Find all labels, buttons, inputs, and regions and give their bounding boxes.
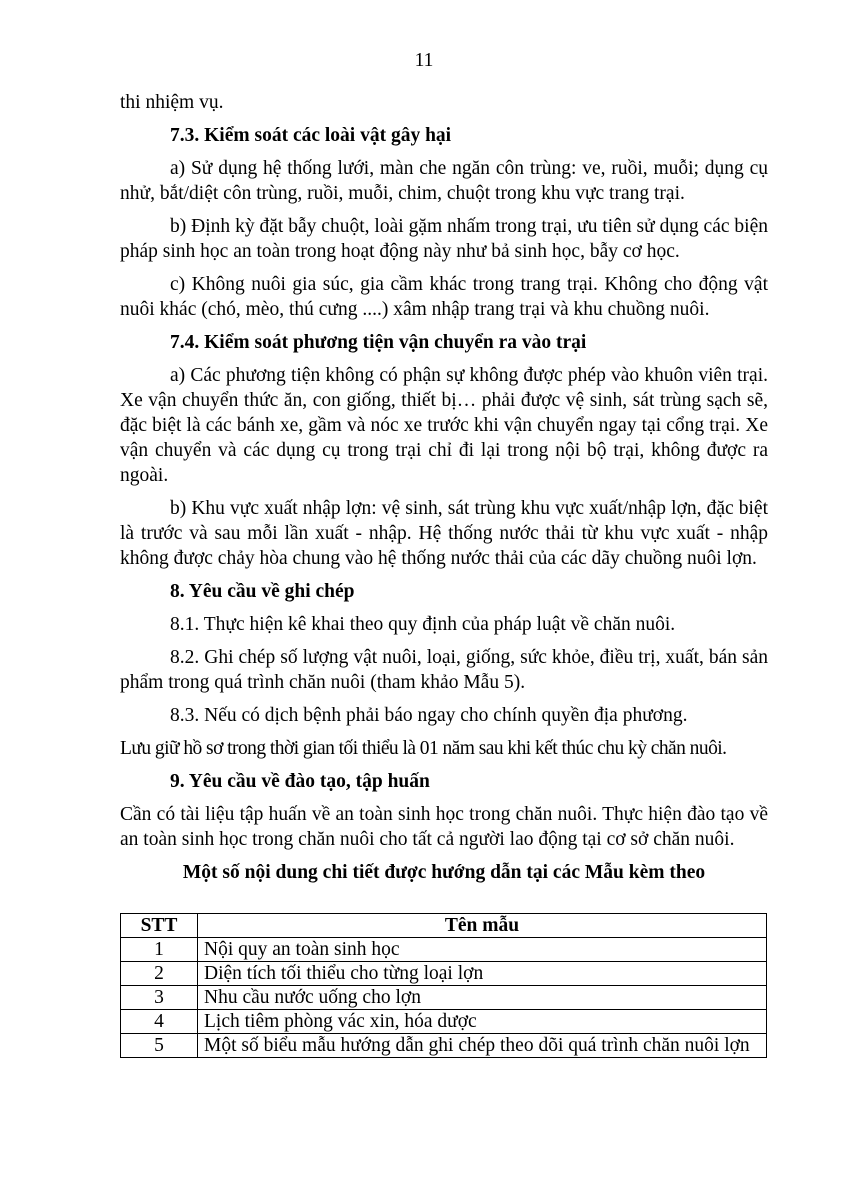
column-header-template-name: Tên mẫu [198, 914, 767, 938]
document-body [120, 90, 768, 1058]
row-number: 4 [121, 1010, 198, 1034]
template-name: Diện tích tối thiểu cho từng loại lợn [198, 962, 767, 986]
paragraph-8-1: 8.1. Thực hiện kê khai theo quy định của pháp luật về chăn nuôi. [170, 614, 676, 635]
paragraph-7-4-b: b) Khu vực xuất nhập lợn: vệ sinh, sát trùng khu vực xuất/nhập lợn, đặc biệt là trước và sau mỗi lần xuất - nhập. Hệ thống nước thải từ khu vực xuất - nhập không được chảy hòa chung vào hệ thống nước thải của các dãy chuồng nuôi lợn. [120, 498, 768, 569]
paragraph-7-4-a: a) Các phương tiện không có phận sự không được phép vào khuôn viên trại. Xe vận chuyển thức ăn, con giống, thiết bị… phải được vệ sinh, sát trùng sạch sẽ, đặc biệt là các bánh xe, gầm và nóc xe trước khi vận chuyển ngay tại cổng trại. Xe vận chuyển và các dụng cụ trong trại chỉ đi lại trong nội bộ trại, không được ra ngoài. [120, 365, 768, 486]
column-header-stt: STT [121, 914, 198, 938]
table-row [121, 962, 767, 986]
paragraph-record-retention: Lưu giữ hồ sơ trong thời gian tối thiểu là 01 năm sau khi kết thúc chu kỳ chăn nuôi. [120, 738, 727, 759]
section-heading-7-4: 7.4. Kiểm soát phương tiện vận chuyển ra vào trại [170, 332, 587, 353]
table-header-row [121, 914, 767, 938]
table-row [121, 986, 767, 1010]
paragraph-7-3-c: c) Không nuôi gia súc, gia cầm khác trong trang trại. Không cho động vật nuôi khác (chó, mèo, thú cưng ....) xâm nhập trang trại và khu chuồng nuôi. [120, 274, 768, 320]
template-name: Lịch tiêm phòng vác xin, hóa dược [198, 1010, 767, 1034]
paragraph-7-3-a: a) Sử dụng hệ thống lưới, màn che ngăn côn trùng: ve, ruồi, muỗi; dụng cụ nhử, bắt/diệt côn trùng, ruồi, muỗi, chim, chuột trong khu vực trang trại. [120, 158, 768, 204]
template-name: Nội quy an toàn sinh học [198, 938, 767, 962]
paragraph-8-2: 8.2. Ghi chép số lượng vật nuôi, loại, giống, sức khỏe, điều trị, xuất, bán sản phẩm trong quá trình chăn nuôi (tham khảo Mẫu 5). [120, 647, 768, 693]
section-heading-9: 9. Yêu cầu về đào tạo, tập huấn [170, 771, 430, 792]
table-row [121, 1010, 767, 1034]
template-name: Một số biểu mẫu hướng dẫn ghi chép theo dõi quá trình chăn nuôi lợn [198, 1034, 767, 1058]
table-row [121, 1034, 767, 1058]
row-number: 3 [121, 986, 198, 1010]
section-heading-7-3: 7.3. Kiểm soát các loài vật gây hại [170, 125, 452, 146]
table-row [121, 938, 767, 962]
section-heading-8: 8. Yêu cầu về ghi chép [170, 581, 355, 602]
paragraph-7-3-b: b) Định kỳ đặt bẫy chuột, loài gặm nhấm trong trại, ưu tiên sử dụng các biện pháp sinh học an toàn trong hoạt động này như bả sinh học, bẫy cơ học. [120, 216, 768, 262]
paragraph-9: Cần có tài liệu tập huấn về an toàn sinh học trong chăn nuôi. Thực hiện đào tạo về an toàn sinh học trong chăn nuôi cho tất cả người lao động tại cơ sở chăn nuôi. [120, 804, 768, 850]
row-number: 1 [121, 938, 198, 962]
row-number: 2 [121, 962, 198, 986]
template-name: Nhu cầu nước uống cho lợn [198, 986, 767, 1010]
page-number: 11 [414, 50, 434, 71]
templates-table [120, 913, 767, 1058]
paragraph-continuation: thi nhiệm vụ. [120, 92, 224, 113]
table-title: Một số nội dung chi tiết được hướng dẫn tại các Mẫu kèm theo [182, 862, 706, 883]
paragraph-8-3: 8.3. Nếu có dịch bệnh phải báo ngay cho chính quyền địa phương. [170, 705, 688, 726]
row-number: 5 [121, 1034, 198, 1058]
